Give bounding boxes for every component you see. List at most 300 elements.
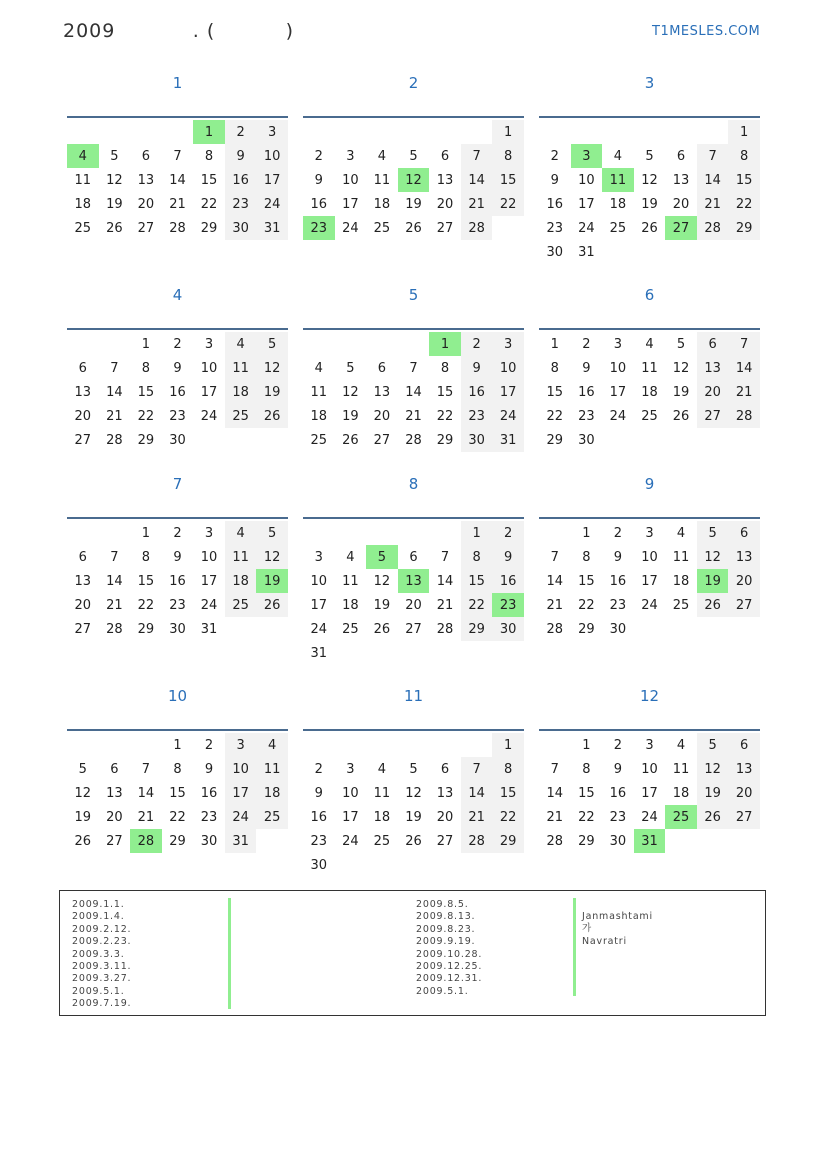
day-cell[interactable]: 14 (436, 573, 454, 589)
day-cell[interactable]: 10 (225, 757, 257, 781)
day-cell[interactable]: 17 (342, 809, 359, 825)
day-cell[interactable]: 18 (74, 196, 92, 212)
day-cell[interactable]: 21 (169, 196, 186, 212)
day-cell[interactable]: 17 (200, 573, 218, 589)
day-cell[interactable]: 3 (314, 549, 323, 565)
day-cell[interactable]: 22 (169, 809, 186, 825)
day-cell[interactable]: 17 (225, 781, 257, 805)
day-cell[interactable]: 21 (546, 597, 564, 613)
day-cell[interactable]: 26 (405, 833, 422, 849)
day-cell[interactable]: 15 (200, 172, 218, 188)
day-cell[interactable]: 22 (492, 805, 524, 829)
day-cell[interactable]: 5 (256, 332, 288, 356)
day-cell[interactable]: 28 (169, 220, 186, 236)
day-cell[interactable]: 8 (492, 144, 524, 168)
day-cell[interactable]: 6 (676, 148, 686, 164)
day-cell[interactable]: 25 (373, 833, 391, 849)
day-cell[interactable]: 29 (137, 621, 155, 637)
day-cell[interactable]: 2 (314, 148, 323, 164)
day-cell[interactable]: 6 (141, 148, 151, 164)
day-cell[interactable]: 12 (256, 545, 288, 569)
day-cell[interactable]: 26 (641, 220, 658, 236)
day-cell[interactable]: 12 (373, 573, 391, 589)
day-cell[interactable]: 15 (436, 384, 454, 400)
day-cell[interactable]: 24 (342, 833, 359, 849)
day-cell[interactable]: 12 (342, 384, 359, 400)
day-cell[interactable]: 10 (200, 549, 218, 565)
brand-logo[interactable]: T1MESLES.COM (652, 24, 761, 39)
day-cell[interactable]: 11 (602, 168, 634, 192)
day-cell[interactable]: 8 (492, 757, 524, 781)
day-cell[interactable]: 14 (461, 781, 493, 805)
day-cell[interactable]: 30 (200, 833, 218, 849)
day-cell[interactable]: 25 (641, 408, 658, 424)
day-cell[interactable]: 10 (342, 172, 359, 188)
day-cell[interactable]: 28 (697, 216, 729, 240)
day-cell[interactable]: 7 (461, 757, 493, 781)
day-cell[interactable]: 21 (106, 408, 123, 424)
day-cell[interactable]: 23 (492, 593, 524, 617)
day-cell[interactable]: 3 (613, 336, 623, 352)
day-cell[interactable]: 24 (609, 408, 627, 424)
day-cell[interactable]: 27 (728, 805, 760, 829)
day-cell[interactable]: 26 (405, 220, 422, 236)
day-cell[interactable]: 9 (613, 549, 623, 565)
day-cell[interactable]: 28 (461, 829, 493, 853)
day-cell[interactable]: 4 (377, 148, 387, 164)
day-cell[interactable]: 4 (314, 360, 323, 376)
day-cell[interactable]: 15 (578, 785, 595, 801)
day-cell[interactable]: 29 (578, 621, 595, 637)
day-cell[interactable]: 25 (342, 621, 359, 637)
day-cell[interactable]: 7 (110, 360, 119, 376)
day-cell[interactable]: 24 (200, 597, 218, 613)
day-cell[interactable]: 31 (200, 621, 218, 637)
day-cell[interactable]: 5 (256, 521, 288, 545)
day-cell[interactable]: 11 (74, 172, 92, 188)
day-cell[interactable]: 28 (436, 621, 454, 637)
day-cell[interactable]: 11 (641, 360, 658, 376)
day-cell[interactable]: 5 (409, 148, 418, 164)
day-cell[interactable]: 21 (436, 597, 454, 613)
day-cell[interactable]: 18 (609, 196, 627, 212)
day-cell[interactable]: 15 (137, 573, 155, 589)
day-cell[interactable]: 16 (310, 196, 328, 212)
day-cell[interactable]: 3 (492, 332, 524, 356)
day-cell[interactable]: 2 (173, 336, 182, 352)
day-cell[interactable]: 17 (310, 597, 328, 613)
day-cell[interactable]: 22 (728, 192, 760, 216)
day-cell[interactable]: 7 (409, 360, 418, 376)
day-cell[interactable]: 21 (728, 380, 760, 404)
day-cell[interactable]: 1 (173, 737, 182, 753)
day-cell[interactable]: 24 (200, 408, 218, 424)
day-cell[interactable]: 9 (461, 356, 493, 380)
day-cell[interactable]: 7 (440, 549, 450, 565)
day-cell[interactable]: 19 (641, 196, 658, 212)
day-cell[interactable]: 19 (405, 809, 422, 825)
day-cell[interactable]: 1 (492, 733, 524, 757)
day-cell[interactable]: 14 (461, 168, 493, 192)
day-cell[interactable]: 24 (641, 597, 658, 613)
day-cell[interactable]: 9 (204, 761, 214, 777)
day-cell[interactable]: 7 (697, 144, 729, 168)
day-cell[interactable]: 19 (256, 569, 288, 593)
day-cell[interactable]: 13 (436, 172, 454, 188)
day-cell[interactable]: 8 (582, 549, 591, 565)
day-cell[interactable]: 29 (169, 833, 186, 849)
day-cell[interactable]: 16 (546, 196, 564, 212)
day-cell[interactable]: 21 (697, 192, 729, 216)
day-cell[interactable]: 26 (74, 833, 92, 849)
day-cell[interactable]: 8 (173, 761, 182, 777)
day-cell[interactable]: 21 (461, 192, 493, 216)
day-cell[interactable]: 25 (74, 220, 92, 236)
day-cell[interactable]: 19 (342, 408, 359, 424)
day-cell[interactable]: 1 (550, 336, 559, 352)
day-cell[interactable]: 1 (492, 120, 524, 144)
day-cell[interactable]: 17 (200, 384, 218, 400)
day-cell[interactable]: 16 (310, 809, 328, 825)
day-cell[interactable]: 9 (492, 545, 524, 569)
day-cell[interactable]: 3 (346, 148, 355, 164)
day-cell[interactable]: 27 (373, 432, 391, 448)
day-cell[interactable]: 11 (225, 545, 257, 569)
day-cell[interactable]: 29 (200, 220, 218, 236)
day-cell[interactable]: 30 (461, 428, 493, 452)
day-cell[interactable]: 10 (256, 144, 288, 168)
day-cell[interactable]: 21 (461, 805, 493, 829)
day-cell[interactable]: 24 (342, 220, 359, 236)
day-cell[interactable]: 27 (665, 216, 697, 240)
day-cell[interactable]: 4 (377, 761, 387, 777)
day-cell[interactable]: 23 (578, 408, 595, 424)
day-cell[interactable]: 6 (409, 549, 418, 565)
day-cell[interactable]: 23 (169, 597, 186, 613)
day-cell[interactable]: 5 (697, 733, 729, 757)
day-cell[interactable]: 26 (697, 593, 729, 617)
day-cell[interactable]: 20 (728, 569, 760, 593)
day-cell[interactable]: 14 (106, 573, 123, 589)
day-cell[interactable]: 15 (492, 168, 524, 192)
day-cell[interactable]: 18 (672, 785, 690, 801)
day-cell[interactable]: 20 (106, 809, 123, 825)
day-cell[interactable]: 22 (546, 408, 564, 424)
day-cell[interactable]: 11 (373, 172, 391, 188)
day-cell[interactable]: 1 (429, 332, 461, 356)
day-cell[interactable]: 31 (310, 645, 328, 661)
day-cell[interactable]: 1 (141, 336, 151, 352)
day-cell[interactable]: 6 (728, 521, 760, 545)
day-cell[interactable]: 19 (256, 380, 288, 404)
day-cell[interactable]: 18 (373, 809, 391, 825)
day-cell[interactable]: 24 (256, 192, 288, 216)
day-cell[interactable]: 12 (106, 172, 123, 188)
day-cell[interactable]: 6 (377, 360, 387, 376)
day-cell[interactable]: 2 (173, 525, 182, 541)
day-cell[interactable]: 30 (492, 617, 524, 641)
day-cell[interactable]: 21 (137, 809, 155, 825)
day-cell[interactable]: 16 (225, 168, 257, 192)
day-cell[interactable]: 28 (130, 829, 162, 853)
day-cell[interactable]: 10 (310, 573, 328, 589)
day-cell[interactable]: 10 (492, 356, 524, 380)
day-cell[interactable]: 10 (342, 785, 359, 801)
day-cell[interactable]: 2 (461, 332, 493, 356)
day-cell[interactable]: 30 (169, 432, 186, 448)
day-cell[interactable]: 27 (106, 833, 123, 849)
day-cell[interactable]: 3 (204, 525, 214, 541)
day-cell[interactable]: 26 (342, 432, 359, 448)
day-cell[interactable]: 27 (74, 432, 92, 448)
day-cell[interactable]: 5 (645, 148, 654, 164)
day-cell[interactable]: 8 (141, 360, 151, 376)
day-cell[interactable]: 27 (436, 220, 454, 236)
day-cell[interactable]: 19 (74, 809, 92, 825)
day-cell[interactable]: 30 (169, 621, 186, 637)
day-cell[interactable]: 13 (373, 384, 391, 400)
day-cell[interactable]: 5 (676, 336, 686, 352)
day-cell[interactable]: 13 (436, 785, 454, 801)
day-cell[interactable]: 7 (110, 549, 119, 565)
day-cell[interactable]: 23 (609, 597, 627, 613)
day-cell[interactable]: 30 (546, 244, 564, 260)
day-cell[interactable]: 16 (169, 573, 186, 589)
day-cell[interactable]: 8 (582, 761, 591, 777)
day-cell[interactable]: 10 (641, 549, 658, 565)
day-cell[interactable]: 4 (225, 332, 257, 356)
day-cell[interactable]: 9 (550, 172, 559, 188)
day-cell[interactable]: 7 (461, 144, 493, 168)
day-cell[interactable]: 17 (641, 573, 658, 589)
day-cell[interactable]: 15 (461, 569, 493, 593)
day-cell[interactable]: 20 (436, 809, 454, 825)
day-cell[interactable]: 27 (74, 621, 92, 637)
day-cell[interactable]: 23 (310, 833, 328, 849)
day-cell[interactable]: 18 (342, 597, 359, 613)
day-cell[interactable]: 10 (578, 172, 595, 188)
day-cell[interactable]: 28 (106, 621, 123, 637)
day-cell[interactable]: 17 (641, 785, 658, 801)
day-cell[interactable]: 4 (225, 521, 257, 545)
day-cell[interactable]: 12 (697, 757, 729, 781)
day-cell[interactable]: 25 (373, 220, 391, 236)
day-cell[interactable]: 21 (546, 809, 564, 825)
day-cell[interactable]: 16 (609, 785, 627, 801)
day-cell[interactable]: 4 (346, 549, 355, 565)
day-cell[interactable]: 20 (74, 408, 92, 424)
day-cell[interactable]: 31 (256, 216, 288, 240)
day-cell[interactable]: 20 (405, 597, 422, 613)
day-cell[interactable]: 20 (74, 597, 92, 613)
day-cell[interactable]: 1 (461, 521, 493, 545)
day-cell[interactable]: 22 (436, 408, 454, 424)
day-cell[interactable]: 14 (728, 356, 760, 380)
day-cell[interactable]: 24 (641, 809, 658, 825)
day-cell[interactable]: 15 (546, 384, 564, 400)
day-cell[interactable]: 28 (405, 432, 422, 448)
day-cell[interactable]: 26 (672, 408, 690, 424)
day-cell[interactable]: 22 (137, 597, 155, 613)
day-cell[interactable]: 10 (609, 360, 627, 376)
day-cell[interactable]: 18 (225, 380, 257, 404)
day-cell[interactable]: 3 (225, 733, 257, 757)
day-cell[interactable]: 31 (225, 829, 257, 853)
day-cell[interactable]: 25 (225, 593, 257, 617)
day-cell[interactable]: 22 (578, 809, 595, 825)
day-cell[interactable]: 13 (398, 569, 430, 593)
day-cell[interactable]: 26 (256, 404, 288, 428)
day-cell[interactable]: 19 (672, 384, 690, 400)
day-cell[interactable]: 18 (672, 573, 690, 589)
day-cell[interactable]: 16 (609, 573, 627, 589)
day-cell[interactable]: 12 (641, 172, 658, 188)
day-cell[interactable]: 31 (492, 428, 524, 452)
day-cell[interactable]: 25 (310, 432, 328, 448)
day-cell[interactable]: 6 (110, 761, 119, 777)
day-cell[interactable]: 29 (492, 829, 524, 853)
day-cell[interactable]: 15 (169, 785, 186, 801)
day-cell[interactable]: 25 (256, 805, 288, 829)
day-cell[interactable]: 21 (106, 597, 123, 613)
day-cell[interactable]: 27 (436, 833, 454, 849)
day-cell[interactable]: 11 (373, 785, 391, 801)
day-cell[interactable]: 8 (461, 545, 493, 569)
day-cell[interactable]: 20 (436, 196, 454, 212)
day-cell[interactable]: 5 (78, 761, 87, 777)
day-cell[interactable]: 13 (74, 573, 92, 589)
day-cell[interactable]: 13 (137, 172, 155, 188)
day-cell[interactable]: 29 (728, 216, 760, 240)
day-cell[interactable]: 4 (676, 737, 686, 753)
day-cell[interactable]: 15 (728, 168, 760, 192)
day-cell[interactable]: 14 (405, 384, 422, 400)
day-cell[interactable]: 18 (256, 781, 288, 805)
day-cell[interactable]: 27 (137, 220, 155, 236)
day-cell[interactable]: 2 (204, 737, 214, 753)
day-cell[interactable]: 17 (342, 196, 359, 212)
day-cell[interactable]: 8 (204, 148, 214, 164)
day-cell[interactable]: 16 (461, 380, 493, 404)
day-cell[interactable]: 29 (137, 432, 155, 448)
day-cell[interactable]: 28 (106, 432, 123, 448)
day-cell[interactable]: 20 (728, 781, 760, 805)
day-cell[interactable]: 27 (697, 404, 729, 428)
day-cell[interactable]: 6 (78, 360, 87, 376)
day-cell[interactable]: 17 (609, 384, 627, 400)
day-cell[interactable]: 22 (578, 597, 595, 613)
day-cell[interactable]: 9 (314, 785, 323, 801)
day-cell[interactable]: 3 (571, 144, 603, 168)
day-cell[interactable]: 3 (346, 761, 355, 777)
day-cell[interactable]: 5 (346, 360, 355, 376)
day-cell[interactable]: 24 (310, 621, 328, 637)
day-cell[interactable]: 24 (492, 404, 524, 428)
day-cell[interactable]: 12 (672, 360, 690, 376)
day-cell[interactable]: 6 (728, 733, 760, 757)
day-cell[interactable]: 5 (409, 761, 418, 777)
day-cell[interactable]: 11 (256, 757, 288, 781)
day-cell[interactable]: 18 (641, 384, 658, 400)
day-cell[interactable]: 2 (613, 525, 623, 541)
day-cell[interactable]: 9 (173, 549, 182, 565)
day-cell[interactable]: 31 (578, 244, 595, 260)
day-cell[interactable]: 7 (550, 761, 559, 777)
day-cell[interactable]: 28 (728, 404, 760, 428)
day-cell[interactable]: 18 (373, 196, 391, 212)
day-cell[interactable]: 13 (672, 172, 690, 188)
day-cell[interactable]: 16 (492, 569, 524, 593)
day-cell[interactable]: 13 (106, 785, 123, 801)
day-cell[interactable]: 15 (137, 384, 155, 400)
day-cell[interactable]: 14 (137, 785, 155, 801)
day-cell[interactable]: 23 (200, 809, 218, 825)
day-cell[interactable]: 17 (492, 380, 524, 404)
day-cell[interactable]: 4 (613, 148, 623, 164)
day-cell[interactable]: 17 (578, 196, 595, 212)
day-cell[interactable]: 8 (440, 360, 450, 376)
day-cell[interactable]: 6 (697, 332, 729, 356)
day-cell[interactable]: 19 (697, 781, 729, 805)
day-cell[interactable]: 26 (697, 805, 729, 829)
day-cell[interactable]: 30 (609, 621, 627, 637)
day-cell[interactable]: 8 (141, 549, 151, 565)
day-cell[interactable]: 14 (546, 785, 564, 801)
day-cell[interactable]: 24 (225, 805, 257, 829)
day-cell[interactable]: 12 (697, 545, 729, 569)
day-cell[interactable]: 16 (200, 785, 218, 801)
day-cell[interactable]: 4 (67, 144, 99, 168)
day-cell[interactable]: 28 (461, 216, 493, 240)
day-cell[interactable]: 28 (546, 833, 564, 849)
day-cell[interactable]: 27 (728, 593, 760, 617)
day-cell[interactable]: 9 (613, 761, 623, 777)
day-cell[interactable]: 4 (645, 336, 654, 352)
day-cell[interactable]: 2 (582, 336, 591, 352)
day-cell[interactable]: 12 (74, 785, 92, 801)
day-cell[interactable]: 22 (492, 192, 524, 216)
day-cell[interactable]: 30 (225, 216, 257, 240)
day-cell[interactable]: 25 (609, 220, 627, 236)
day-cell[interactable]: 25 (672, 597, 690, 613)
day-cell[interactable]: 1 (582, 525, 591, 541)
day-cell[interactable]: 1 (582, 737, 591, 753)
day-cell[interactable]: 9 (173, 360, 182, 376)
day-cell[interactable]: 11 (672, 761, 690, 777)
day-cell[interactable]: 15 (492, 781, 524, 805)
day-cell[interactable]: 23 (461, 404, 493, 428)
day-cell[interactable]: 19 (405, 196, 422, 212)
day-cell[interactable]: 14 (546, 573, 564, 589)
day-cell[interactable]: 19 (373, 597, 391, 613)
day-cell[interactable]: 13 (697, 356, 729, 380)
day-cell[interactable]: 30 (578, 432, 595, 448)
day-cell[interactable]: 18 (225, 569, 257, 593)
day-cell[interactable]: 22 (461, 593, 493, 617)
day-cell[interactable]: 5 (366, 545, 398, 569)
day-cell[interactable]: 17 (256, 168, 288, 192)
day-cell[interactable]: 14 (106, 384, 123, 400)
day-cell[interactable]: 14 (169, 172, 186, 188)
day-cell[interactable]: 19 (106, 196, 123, 212)
day-cell[interactable]: 2 (492, 521, 524, 545)
day-cell[interactable]: 6 (440, 148, 450, 164)
day-cell[interactable]: 1 (141, 525, 151, 541)
day-cell[interactable]: 26 (256, 593, 288, 617)
day-cell[interactable]: 3 (645, 525, 654, 541)
day-cell[interactable]: 28 (546, 621, 564, 637)
day-cell[interactable]: 20 (137, 196, 155, 212)
